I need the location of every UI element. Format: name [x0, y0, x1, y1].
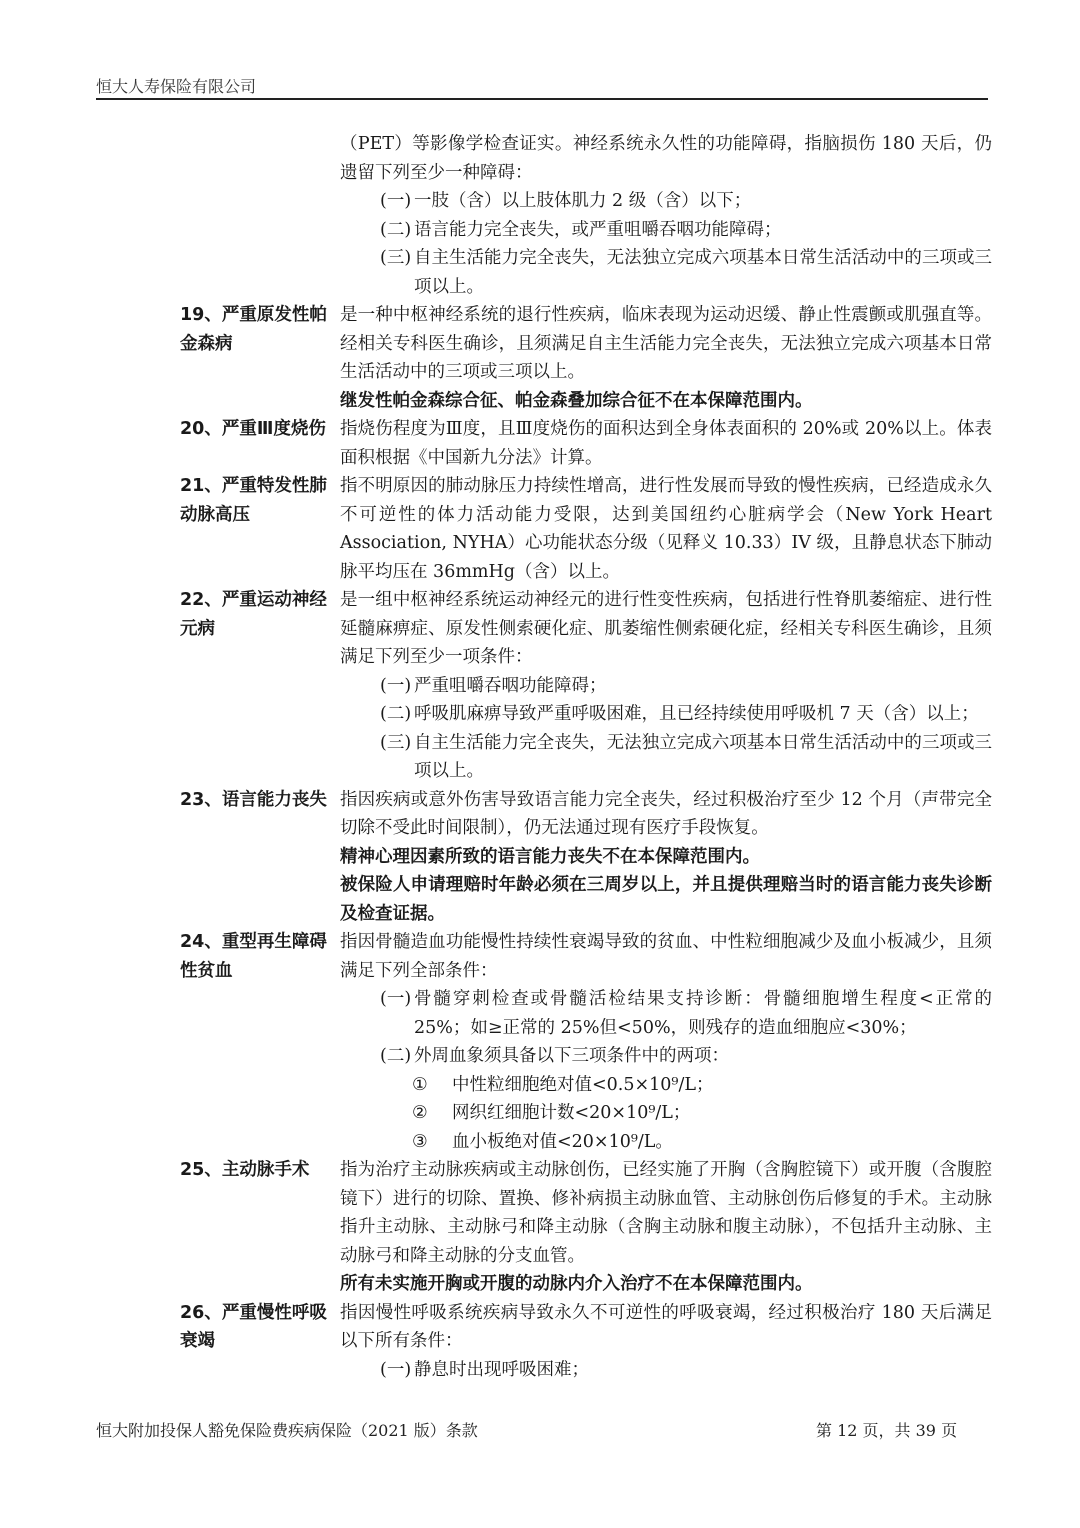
definition — [340, 786, 992, 929]
definition-text: 指为治疗主动脉疾病或主动脉创伤，已经实施了开胸（含胸腔镜下）或开腹（含腹腔镜下）进行的切除、置换、修补病损主动脉血管、主动脉创伤后修复的手术。主动脉指升主动脉、主动脉弓和降主动脉（含胸主动脉和腹主动脉），不包括升主动脉、主动脉弓和降主动脉的分支血管。 — [340, 1160, 992, 1266]
list-item — [340, 985, 992, 1042]
item-label: (一) — [380, 1359, 412, 1380]
definition — [340, 928, 992, 1156]
clause-content — [180, 130, 992, 1384]
company-header: 恒大人寿保险有限公司 — [96, 77, 257, 96]
list-item — [340, 1042, 992, 1071]
list-item — [340, 244, 992, 301]
list-item — [340, 700, 992, 729]
clause-21 — [180, 472, 992, 586]
definition-text: 指烧伤程度为Ⅲ度，且Ⅲ度烧伤的面积达到全身体表面积的 20%或 20%以上。体表面积根据《中国新九分法》计算。 — [340, 419, 992, 468]
exclusion-text: 所有未实施开胸或开腹的动脉内介入治疗不在本保障范围内。 — [340, 1274, 813, 1294]
clause-26 — [180, 1299, 992, 1385]
clause-term: 26、严重慢性呼吸衰竭 — [180, 1302, 327, 1351]
definition-text: 指因慢性呼吸系统疾病导致永久不可逆性的呼吸衰竭，经过积极治疗 180 天后满足以下所有条件： — [340, 1302, 992, 1351]
sub-item-label: ③ — [412, 1131, 428, 1152]
exclusion-text: 精神心理因素所致的语言能力丧失不在本保障范围内。 — [340, 846, 760, 867]
definition-text: 指因骨髓造血功能慢性持续性衰竭导致的贫血、中性粒细胞减少及血小板减少，且须满足下列全部条件： — [340, 932, 992, 981]
clause-term: 19、严重原发性帕金森病 — [180, 305, 327, 354]
item-label: (三) — [380, 248, 412, 268]
definition-text: 是一组中枢神经系统运动神经元的进行性变性疾病，包括进行性脊肌萎缩症、进行性延髓麻痹症、原发性侧索硬化症、肌萎缩性侧索硬化症，经相关专科医生确诊，且须满足下列至少一项条件： — [340, 590, 992, 667]
clause-term: 23、语言能力丧失 — [180, 789, 327, 810]
item-text: 一肢（含）以上肢体肌力 2 级（含）以下； — [414, 191, 752, 211]
sub-item — [340, 1071, 992, 1100]
clause-term: 21、严重特发性肺动脉高压 — [180, 476, 327, 525]
item-label: (一) — [380, 675, 412, 696]
item-text: 骨髓穿刺检查或骨髓活检结果支持诊断：骨髓细胞增生程度<正常的 25%；如≥正常的 25%但<50%，则残存的造血细胞应<30%； — [414, 989, 992, 1038]
clause-24 — [180, 928, 992, 1156]
clause-term: 24、重型再生障碍性贫血 — [180, 932, 327, 981]
definition — [340, 586, 992, 786]
sub-item — [340, 1099, 992, 1128]
continuation-block — [180, 130, 992, 301]
clause-term: 22、严重运动神经元病 — [180, 590, 327, 639]
clause-term: 25、主动脉手术 — [180, 1160, 310, 1180]
item-text: 自主生活能力完全丧失，无法独立完成六项基本日常生活活动中的三项或三项以上。 — [414, 248, 992, 297]
definition-text: 指不明原因的肺动脉压力持续性增高，进行性发展而导致的慢性疾病，已经造成永久不可逆性的体力活动能力受限，达到美国纽约心脏病学会（New York Heart Association, NYHA）心功能状态分级（见释义 10.33）IV 级，且静息状态下肺动脉平均压在 36mmHg（含）以上。 — [340, 476, 992, 582]
requirement-text: 被保险人申请理赔时年龄必须在三周岁以上，并且提供理赔当时的语言能力丧失诊断及检查证据。 — [340, 875, 992, 924]
page-number: 第 12 页，共 39 页 — [816, 1421, 958, 1440]
list-item — [340, 216, 992, 245]
definition — [340, 130, 992, 301]
exclusion-text: 继发性帕金森综合征、帕金森叠加综合征不在本保障范围内。 — [340, 390, 813, 411]
sub-item-label: ① — [412, 1074, 428, 1095]
sub-item-label: ② — [412, 1103, 428, 1123]
list-item — [340, 729, 992, 786]
item-label: (二) — [380, 704, 412, 724]
item-label: (二) — [380, 219, 412, 240]
item-label: (一) — [380, 989, 412, 1009]
definition-text: 是一种中枢神经系统的退行性疾病，临床表现为运动迟缓、静止性震颤或肌强直等。经相关专科医生确诊，且须满足自主生活能力完全丧失，无法独立完成六项基本日常生活活动中的三项或三项以上。 — [340, 305, 992, 382]
clause-25 — [180, 1156, 992, 1299]
list-item — [340, 1356, 992, 1385]
definition — [340, 415, 992, 472]
sub-item-text: 血小板绝对值<20×10⁹/L。 — [452, 1131, 673, 1152]
clause-23 — [180, 786, 992, 929]
list-item — [340, 672, 992, 701]
definition — [340, 1156, 992, 1299]
term-empty — [180, 130, 340, 301]
item-label: (一) — [380, 191, 412, 211]
item-text: 静息时出现呼吸困难； — [414, 1359, 589, 1380]
definition-text: 指因疾病或意外伤害导致语言能力完全丧失，经过积极治疗至少 12 个月（声带完全切除不受此时间限制），仍无法通过现有医疗手段恢复。 — [340, 789, 992, 838]
item-text: 严重咀嚼吞咽功能障碍； — [414, 675, 607, 696]
item-label: (三) — [380, 732, 412, 753]
clause-22 — [180, 586, 992, 786]
clause-20 — [180, 415, 992, 472]
definition — [340, 1299, 992, 1385]
sub-item — [340, 1128, 992, 1157]
item-text: 语言能力完全丧失，或严重咀嚼吞咽功能障碍； — [414, 219, 782, 240]
continuation-text: （PET）等影像学检查证实。神经系统永久性的功能障碍，指脑损伤 180 天后，仍遗留下列至少一种障碍： — [340, 134, 992, 183]
header-divider — [96, 98, 988, 100]
footer-title: 恒大附加投保人豁免保险费疾病保险（2021 版）条款 — [96, 1421, 478, 1440]
definition — [340, 301, 992, 415]
item-label: (二) — [380, 1046, 412, 1066]
sub-item-text: 网织红细胞计数<20×10⁹/L； — [452, 1103, 691, 1123]
definition — [340, 472, 992, 586]
clause-19 — [180, 301, 992, 415]
list-item — [340, 187, 992, 216]
sub-item-text: 中性粒细胞绝对值<0.5×10⁹/L； — [452, 1074, 714, 1095]
item-text: 自主生活能力完全丧失，无法独立完成六项基本日常生活活动中的三项或三项以上。 — [414, 732, 992, 781]
clause-term: 20、严重Ⅲ度烧伤 — [180, 419, 326, 439]
item-text: 呼吸肌麻痹导致严重呼吸困难，且已经持续使用呼吸机 7 天（含）以上； — [414, 704, 979, 724]
item-text: 外周血象须具备以下三项条件中的两项： — [414, 1046, 729, 1066]
